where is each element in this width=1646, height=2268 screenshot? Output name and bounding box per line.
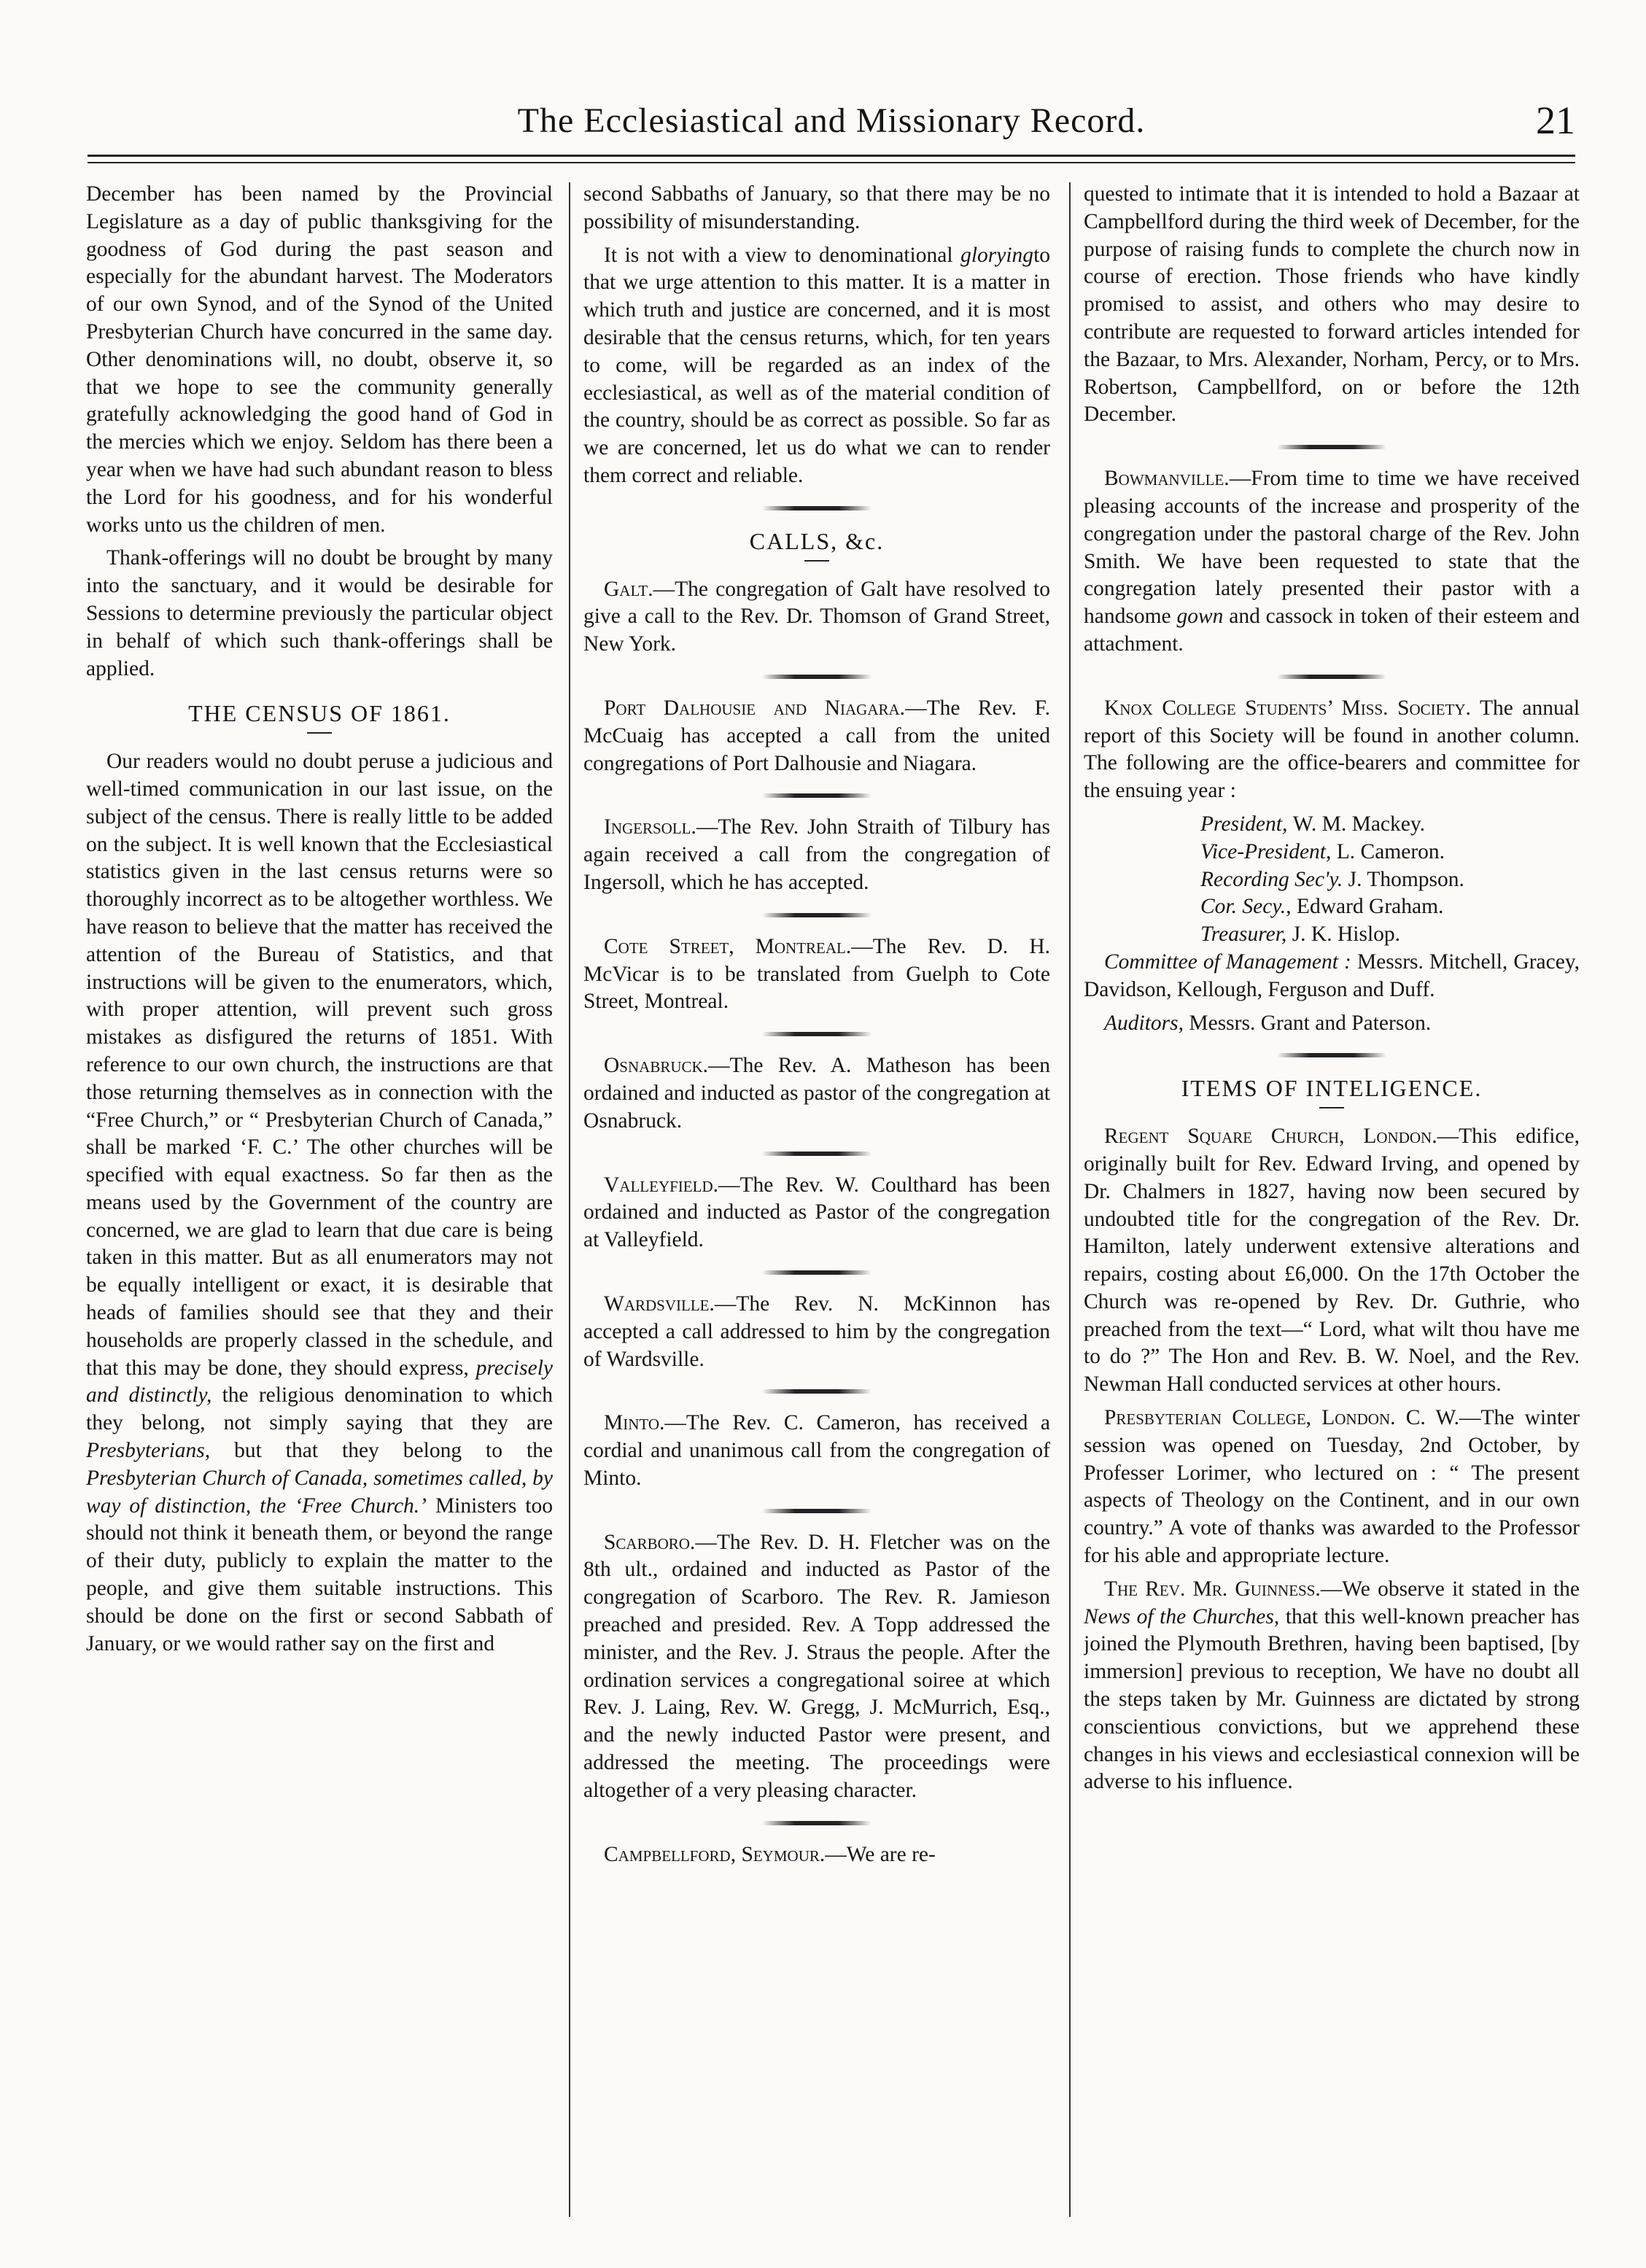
column-divider: [569, 182, 570, 2217]
officer-treasurer: Treasurer, J. K. Hislop.: [1200, 923, 1401, 947]
officer-president: President, W. M. Mackey.: [1200, 812, 1426, 836]
section-separator: [1277, 445, 1386, 449]
column-2: [583, 181, 1050, 2223]
presbyterian-college-paragraph: Presbyterian College, London. C. W.—The winter session was opened on Tuesday, 2nd October, by Professer Lorimer, who lectured on : “ The present aspects of Theology on the Continent, and in our own country.” A vote of thanks was awarded to the Professor for his able and appropriate lecture.: [1084, 1406, 1580, 1568]
officer-vice-president: Vice-President, L. Cameron.: [1200, 839, 1445, 863]
call-galt: Galt.—The congregation of Galt have resolved to give a call to the Rev. Dr. Thomson of Grand Street, New York.: [583, 577, 1050, 656]
call-scarboro: Scarboro.—The Rev. D. H. Fletcher was on the 8th ult., ordained and inducted as Pastor of the congregation of Scarboro. The Rev. R. Jamieson preached and presided. Rev. A Topp addressed the minister, and the Rev. J. Straus the people. After the ordination services a congregational soiree at which Rev. J. Laing, Rev. W. Gregg, J. McMurrich, Esq., and the newly inducted Pastor were present, and addressed the meeting. The proceedings were altogether of a very pleasing character.: [583, 1530, 1050, 1802]
officer-recording-secretary: Recording Sec'y. J. Thompson.: [1200, 867, 1464, 891]
section-separator: [762, 793, 871, 798]
call-minto: Minto.—The Rev. C. Cameron, has received a cordial and unanimous call from the congregation of Minto.: [583, 1411, 1050, 1490]
section-separator: [762, 1270, 871, 1275]
regent-square-paragraph: Regent Square Church, London.—This edifice, originally built for Rev. Edward Irving, and opened by Dr. Chalmers in 1827, having now been secured by undoubted title for the congregation of the Rev. Dr. Hamilton, lately underwent extensive alterations and repairs, costing about £6,000. On the 17th October the Church was re-opened by Rev. Dr. Guthrie, who preached from the text—“ Lord, what wilt thou have me to do ?” The Hon and Rev. B. W. Noel, and the Rev. Newman Hall conducted services at other hours.: [1084, 1125, 1580, 1397]
items-heading: ITEMS OF INTELIGENCE.: [1181, 1075, 1483, 1102]
call-valleyfield: Valleyfield.—The Rev. W. Coulthard has been ordained and inducted as Pastor of the congregation at Valleyfield.: [583, 1173, 1050, 1252]
census-continued-2: It is not with a view to denominational gloryingto that we urge attention to this matter. It is a matter in which truth and justice are concerned, and it is most desirable that the census returns, which, for ten years to come, will be regarded as an index of the ecclesiastical, as well as of the material condition of the country, should be as correct as possible. So far as we are concerned, let us do what we can to render them correct and reliable.: [583, 243, 1050, 487]
call-ingersoll: Ingersoll.—The Rev. John Straith of Tilbury has again received a call from the congregation of Ingersoll, which he has accepted.: [583, 815, 1050, 894]
committee-paragraph: Committee of Management : Messrs. Mitchell, Gracey, Davidson, Kellough, Ferguson and Duff.: [1084, 949, 1580, 1001]
bazaar-paragraph: quested to intimate that it is intended to hold a Bazaar at Campbellford during the third week of December, for the purpose of raising funds to complete the church now in course of erection. Those friends who have kindly promised to assist, and others who may desire to contribute are requested to forward articles intended for the Bazaar, to Mrs. Alexander, Norham, Percy, or to Mrs. Robertson, Campbellford, on or before the 12th December.: [1084, 182, 1580, 427]
header-rule: [88, 155, 1575, 157]
calls-heading: CALLS, &c.: [749, 527, 885, 554]
guinness-paragraph: The Rev. Mr. Guinness.—We observe it stated in the News of the Churches, that this well-known preacher has joined the Plymouth Brethren, having been baptised, [by immersion] previous to reception, We have no doubt all the steps taken by Mr. Guinness are dictated by strong conscientious convictions, but we apprehend these changes in his views and ecclesiastical connexion will be adverse to his influence.: [1084, 1577, 1580, 1794]
bowmanville-paragraph: Bowmanville.—From time to time we have received pleasing accounts of the increase and prosperity of the congregation under the pastoral charge of the Rev. John Smith. We have been requested to state that the congregation lately presented their pastor with a handsome gown and cassock in token of their esteem and attachment.: [1084, 467, 1580, 656]
section-separator: [762, 1389, 871, 1394]
section-separator: [762, 913, 871, 917]
section-separator: [1277, 1053, 1386, 1057]
column-divider: [1069, 182, 1071, 2217]
column-1: [86, 181, 553, 2223]
header-rule-thin: [88, 162, 1575, 163]
heading-rule: [307, 732, 332, 734]
section-separator: [762, 506, 871, 510]
census-paragraph: Our readers would no doubt peruse a judicious and well-timed communication in our last issue, on the subject of the census. There is really little to be added on the subject. It is well known that the Ecclesiastical statistics given in the last census returns were so thoroughly incorrect as to be altogether worthless. We have reason to believe that the matter has received the attention of the Bureau of Statistics, and that instructions will be given to the enumerators, which, with proper attention, will prevent such gross mistakes as disfigured the returns of 1851. With reference to our own church, the instructions are that those returning themselves as in connection with the “Free Church,” or “ Presbyterian Church of Canada,” shall be marked ‘F. C.’ The other churches will be specified with equal exactness. So far then as the means used by the Government of the country are concerned, we are glad to learn that due care is being taken in this matter. But as all enumerators may not be equally intelligent or exact, it is desirable that heads of families should see that they and their households are properly classed in the schedule, and that this may be done, they should express, precisely and distinctly, the religious denomination to which they belong, not simply saying that they are Presbyterians, but that they belong to the Presbyterian Church of Canada, sometimes called, by way of distinction, the ‘Free Church.’ Ministers too should not think it beneath them, or beyond the range of their duty, publicly to explain the matter to the people, and give them suitable instructions. This should be done on the first or second Sabbath of January, or we would rather say on the first and: [86, 750, 553, 1655]
call-campbellford: Campbellford, Seymour.—We are re-: [604, 1842, 936, 1866]
officer-corresponding-secretary: Cor. Secy., Edward Graham.: [1200, 895, 1444, 919]
section-separator: [762, 675, 871, 679]
heading-rule: [804, 560, 829, 562]
census-heading: THE CENSUS OF 1861.: [188, 700, 451, 727]
page-header: [88, 98, 1575, 152]
call-cote-street: Cote Street, Montreal.—The Rev. D. H. McVicar is to be translated from Guelph to Cote Street, Montreal.: [583, 934, 1050, 1014]
section-separator: [762, 1821, 871, 1825]
knox-paragraph: Knox College Students’ Miss. Society. The annual report of this Society will be found in another column. The following are the office-bearers and committee for the ensuing year :: [1084, 696, 1580, 803]
column-3: [1084, 181, 1580, 2223]
publication-title: The Ecclesiastical and Missionary Record.: [517, 101, 1146, 140]
call-wardsville: Wardsville.—The Rev. N. McKinnon has accepted a call addressed to him by the congregation of Wardsville.: [583, 1292, 1050, 1371]
auditors-paragraph: Auditors, Messrs. Grant and Paterson.: [1104, 1011, 1432, 1035]
section-separator: [762, 1032, 871, 1036]
section-separator: [762, 1509, 871, 1513]
thanksgiving-paragraph: December has been named by the Provincial Legislature as a day of public thanksgiving for the goodness of God during the past season and especially for the abundant harvest. The Moderators of our own Synod, and of the Synod of the United Presbyterian Church have concurred in the same day. Other denominations will, no doubt, observe it, so that we hope to see the community generally gratefully acknowledging the good hand of God in the mercies which we enjoy. Seldom has there been a year when we have had such abundant reason to bless the Lord for his goodness, and for his wonderful works unto us the children of men.: [86, 182, 553, 537]
heading-rule: [1319, 1107, 1344, 1108]
census-continued: second Sabbaths of January, so that there may be no possibility of misunderstanding.: [583, 182, 1050, 233]
call-osnabruck: Osnabruck.—The Rev. A. Matheson has been ordained and inducted as pastor of the congregation at Osnabruck.: [583, 1054, 1050, 1133]
page-number: 21: [1536, 98, 1575, 142]
call-port-dalhousie: Port Dalhousie and Niagara.—The Rev. F. McCuaig has accepted a call from the united congregations of Port Dalhousie and Niagara.: [583, 696, 1050, 775]
thank-offerings-paragraph: Thank-offerings will no doubt be brought by many into the sanctuary, and it would be desirable for Sessions to determine previously the particular object in behalf of which such thank-offerings shall be applied.: [86, 546, 553, 680]
section-separator: [1277, 675, 1386, 679]
section-separator: [762, 1152, 871, 1156]
